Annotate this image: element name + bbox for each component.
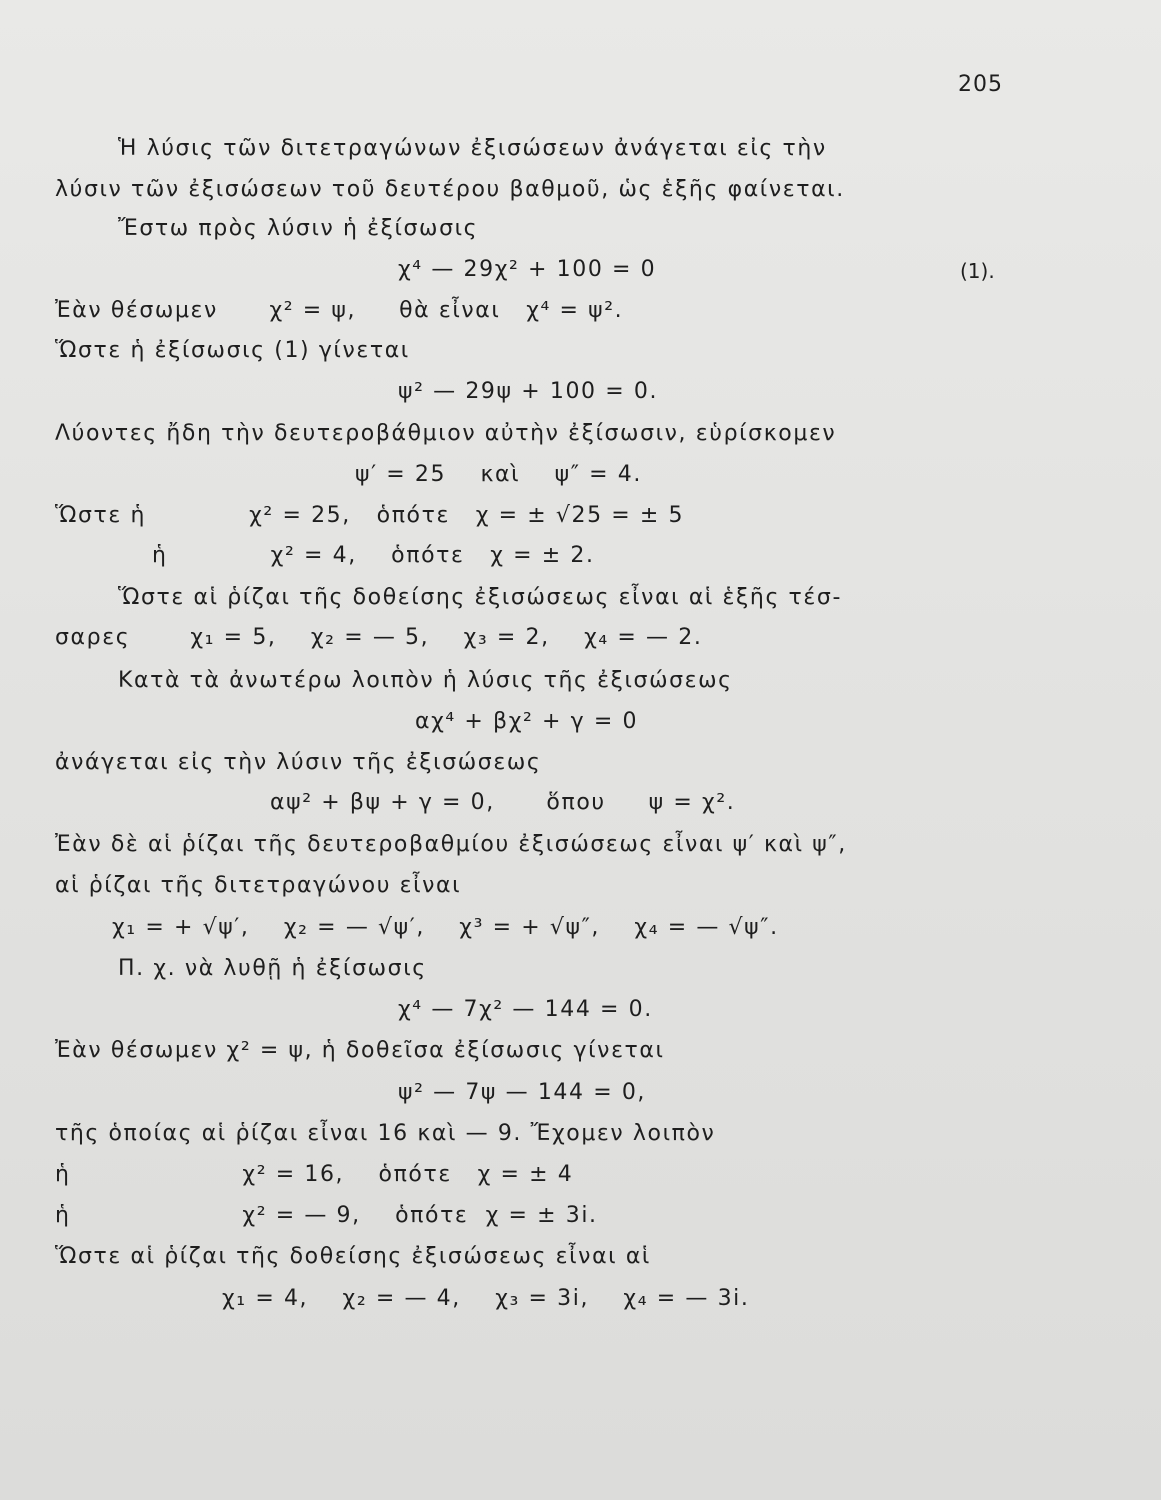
text-line: Ὥστε αἱ ῥίζαι τῆς δοθείσης ἐξισώσεως εἶναι αἱ (55, 1244, 651, 1269)
text-line: ἡ χ² = — 9, ὁπότε χ = ± 3i. (55, 1203, 598, 1228)
text-line: ἀνάγεται εἰς τὴν λύσιν τῆς ἐξισώσεως (55, 750, 542, 775)
text-line: Π. χ. νὰ λυθῇ ἡ ἐξίσωσις (118, 956, 427, 981)
text-line: τῆς ὁποίας αἱ ῥίζαι εἶναι 16 καὶ — 9. Ἔχομεν λοιπὸν (55, 1121, 716, 1146)
equation-line: αψ² + βψ + γ = 0, ὅπου ψ = χ². (270, 790, 736, 815)
text-line: Ἐὰν δὲ αἱ ῥίζαι τῆς δευτεροβαθμίου ἐξισώσεως εἶναι ψ′ καὶ ψ″, (55, 832, 847, 857)
equation-line: αχ⁴ + βχ² + γ = 0 (415, 709, 639, 734)
text-line: Λύοντες ἤδη τὴν δευτεροβάθμιον αὐτὴν ἐξίσωσιν, εὑρίσκομεν (55, 421, 837, 446)
text-line: Ἡ λύσις τῶν διτετραγώνων ἐξισώσεων ἀνάγεται εἰς τὴν (118, 136, 827, 161)
equation-line: χ⁴ — 29χ² + 100 = 0 (398, 257, 657, 282)
text-line: Ἔστω πρὸς λύσιν ἡ ἐξίσωσις (118, 216, 479, 241)
text-line: Ὥστε ἡ χ² = 25, ὁπότε χ = ± √25 = ± 5 (55, 503, 685, 528)
text-line: ἡ χ² = 4, ὁπότε χ = ± 2. (152, 543, 595, 568)
equation-line: ψ² — 7ψ — 144 = 0, (398, 1080, 647, 1105)
equation-line: χ₁ = 4, χ₂ = — 4, χ₃ = 3i, χ₄ = — 3i. (222, 1286, 750, 1311)
equation-line: ψ² — 29ψ + 100 = 0. (398, 379, 659, 404)
text-line: λύσιν τῶν ἐξισώσεων τοῦ δευτέρου βαθμοῦ, ὡς ἑξῆς φαίνεται. (55, 177, 845, 202)
text-line: Ἐὰν θέσωμεν χ² = ψ, ἡ δοθεῖσα ἐξίσωσις γίνεται (55, 1038, 665, 1063)
text-line: Ὥστε ἡ ἐξίσωσις (1) γίνεται (55, 338, 410, 363)
text-line: ἡ χ² = 16, ὁπότε χ = ± 4 (55, 1162, 574, 1187)
equation-line: χ₁ = + √ψ′, χ₂ = — √ψ′, χ³ = + √ψ″, χ₄ = — √ψ″. (112, 915, 779, 940)
equation-number: (1). (960, 259, 995, 283)
page-number: 205 (958, 72, 1003, 97)
text-line: Κατὰ τὰ ἀνωτέρω λοιπὸν ἡ λύσις τῆς ἐξισώσεως (118, 668, 733, 693)
equation-line: ψ′ = 25 καὶ ψ″ = 4. (355, 462, 642, 487)
text-line: Ὥστε αἱ ῥίζαι τῆς δοθείσης ἐξισώσεως εἶναι αἱ ἑξῆς τέσ- (118, 585, 842, 610)
text-line: σαρες χ₁ = 5, χ₂ = — 5, χ₃ = 2, χ₄ = — 2. (55, 625, 703, 650)
text-line: Ἐὰν θέσωμεν χ² = ψ, θὰ εἶναι χ⁴ = ψ². (55, 298, 624, 323)
text-line: αἱ ῥίζαι τῆς διτετραγώνου εἶναι (55, 873, 462, 898)
equation-line: χ⁴ — 7χ² — 144 = 0. (398, 997, 653, 1022)
